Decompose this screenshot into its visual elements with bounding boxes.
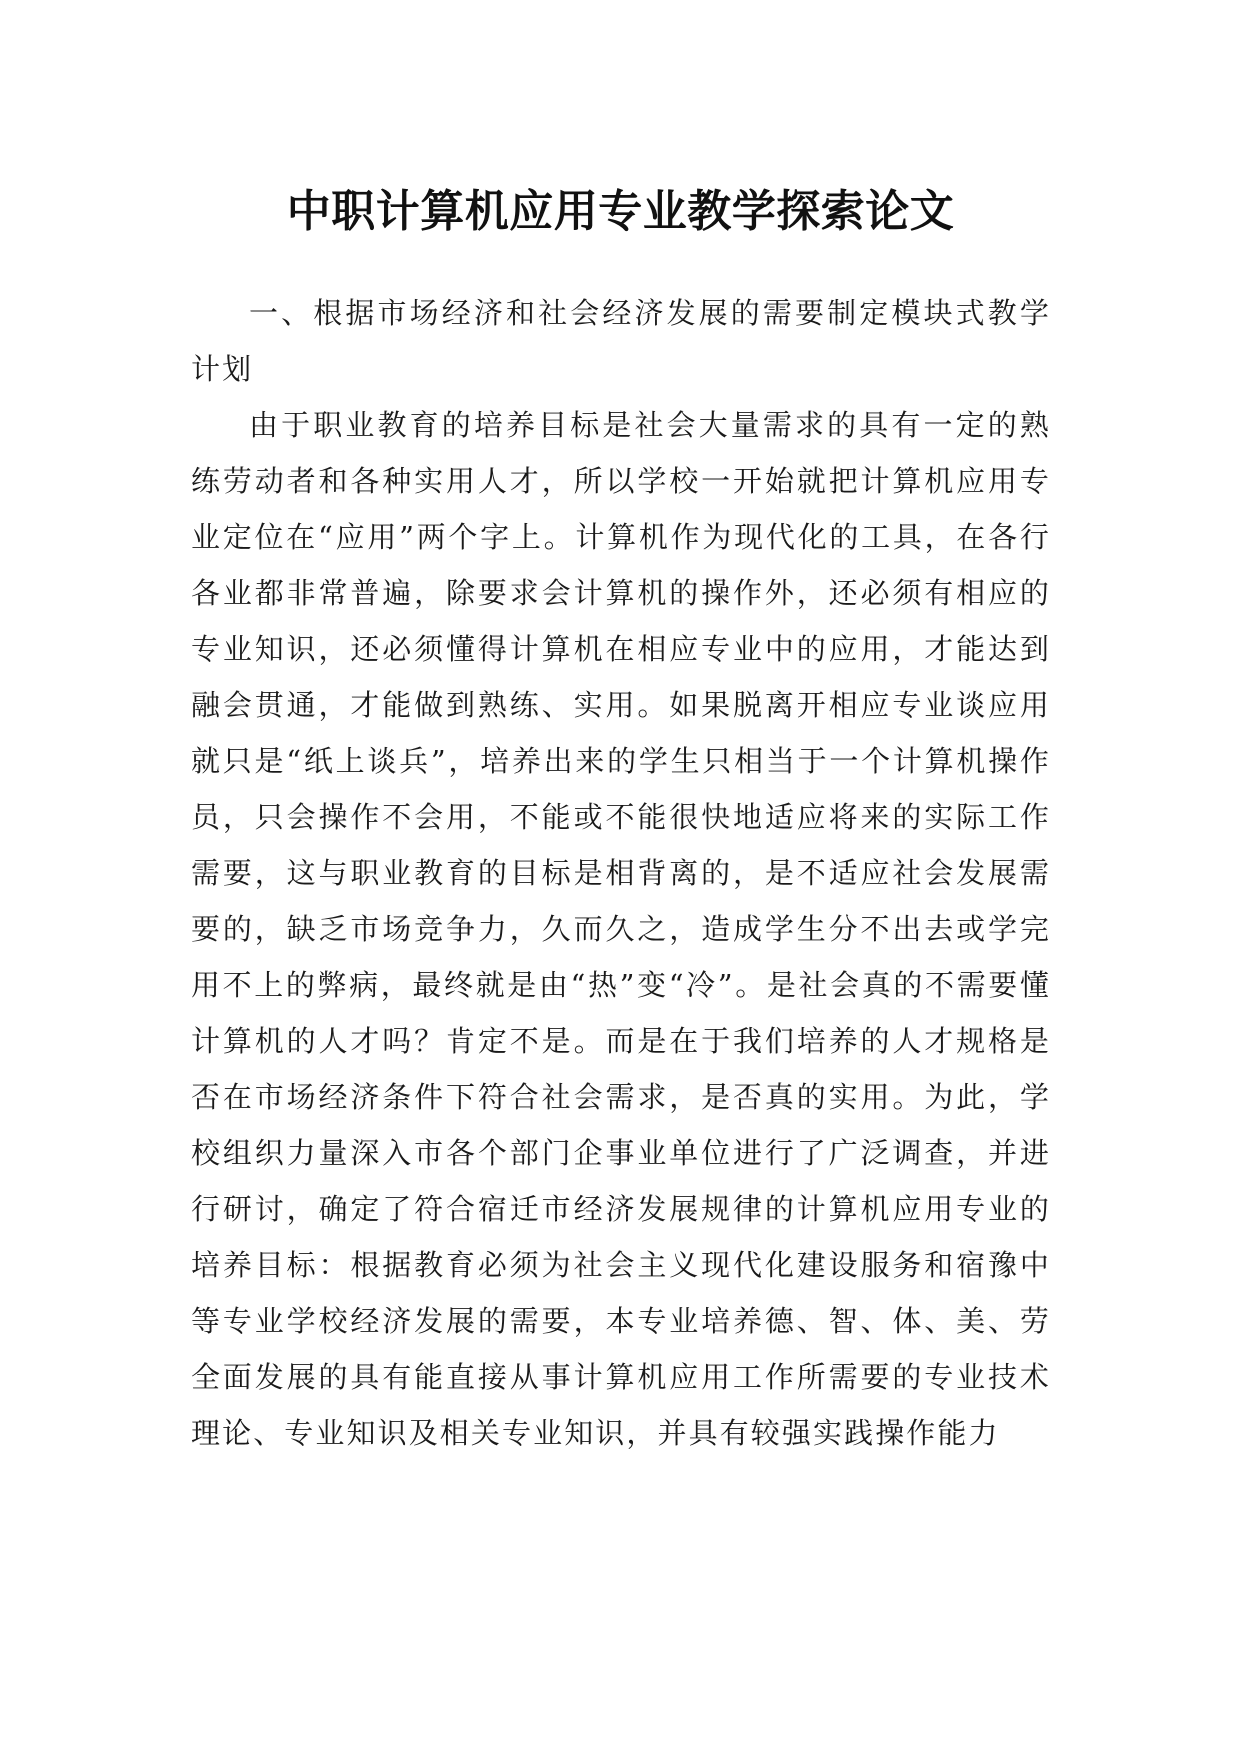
document-title: 中职计算机应用专业教学探索论文 (286, 186, 955, 238)
body-paragraph: 由于职业教育的培养目标是社会大量需求的具有一定的熟练劳动者和各种实用人才，所以学校一开始就把计算机应用专业定位在“应用”两个字上。计算机作为现代化的工具，在各行各业都非常普遍，除要求会计算机的操作外，还必须有相应的专业知识，还必须懂得计算机在相应专业中的应用，才能达到融会贯通，才能做到熟练、实用。如果脱离开相应专业谈应用就只是“纸上谈兵”，培养出来的学生只相当于一个计算机操作员，只会操作不会用，不能或不能很快地适应将来的实际工作需要，这与职业教育的目标是相背离的，是不适应社会发展需要的，缺乏市场竞争力，久而久之，造成学生分不出去或学完用不上的弊病，最终就是由“热”变“冷”。是社会真的不需要懂计算机的人才吗？肯定不是。而是在于我们培养的人才规格是否在市场经济条件下符合社会需求，是否真的实用。为此，学校组织力量深入市各个部门企事业单位进行了广泛调查，并进行研讨，确定了符合宿迁市经济发展规律的计算机应用专业的培养目标：根据教育必须为社会主义现代化建设服务和宿豫中等专业学校经济发展的需要，本专业培养德、智、体、美、劳全面发展的具有能直接从事计算机应用工作所需要的专业技术理论、专业知识及相关专业知识，并具有较强实践操作能力 (191, 408, 1051, 1450)
section-heading-paragraph: 一、根据市场经济和社会经济发展的需要制定模块式教学计划 (191, 296, 1051, 386)
document-body (191, 285, 1051, 1461)
